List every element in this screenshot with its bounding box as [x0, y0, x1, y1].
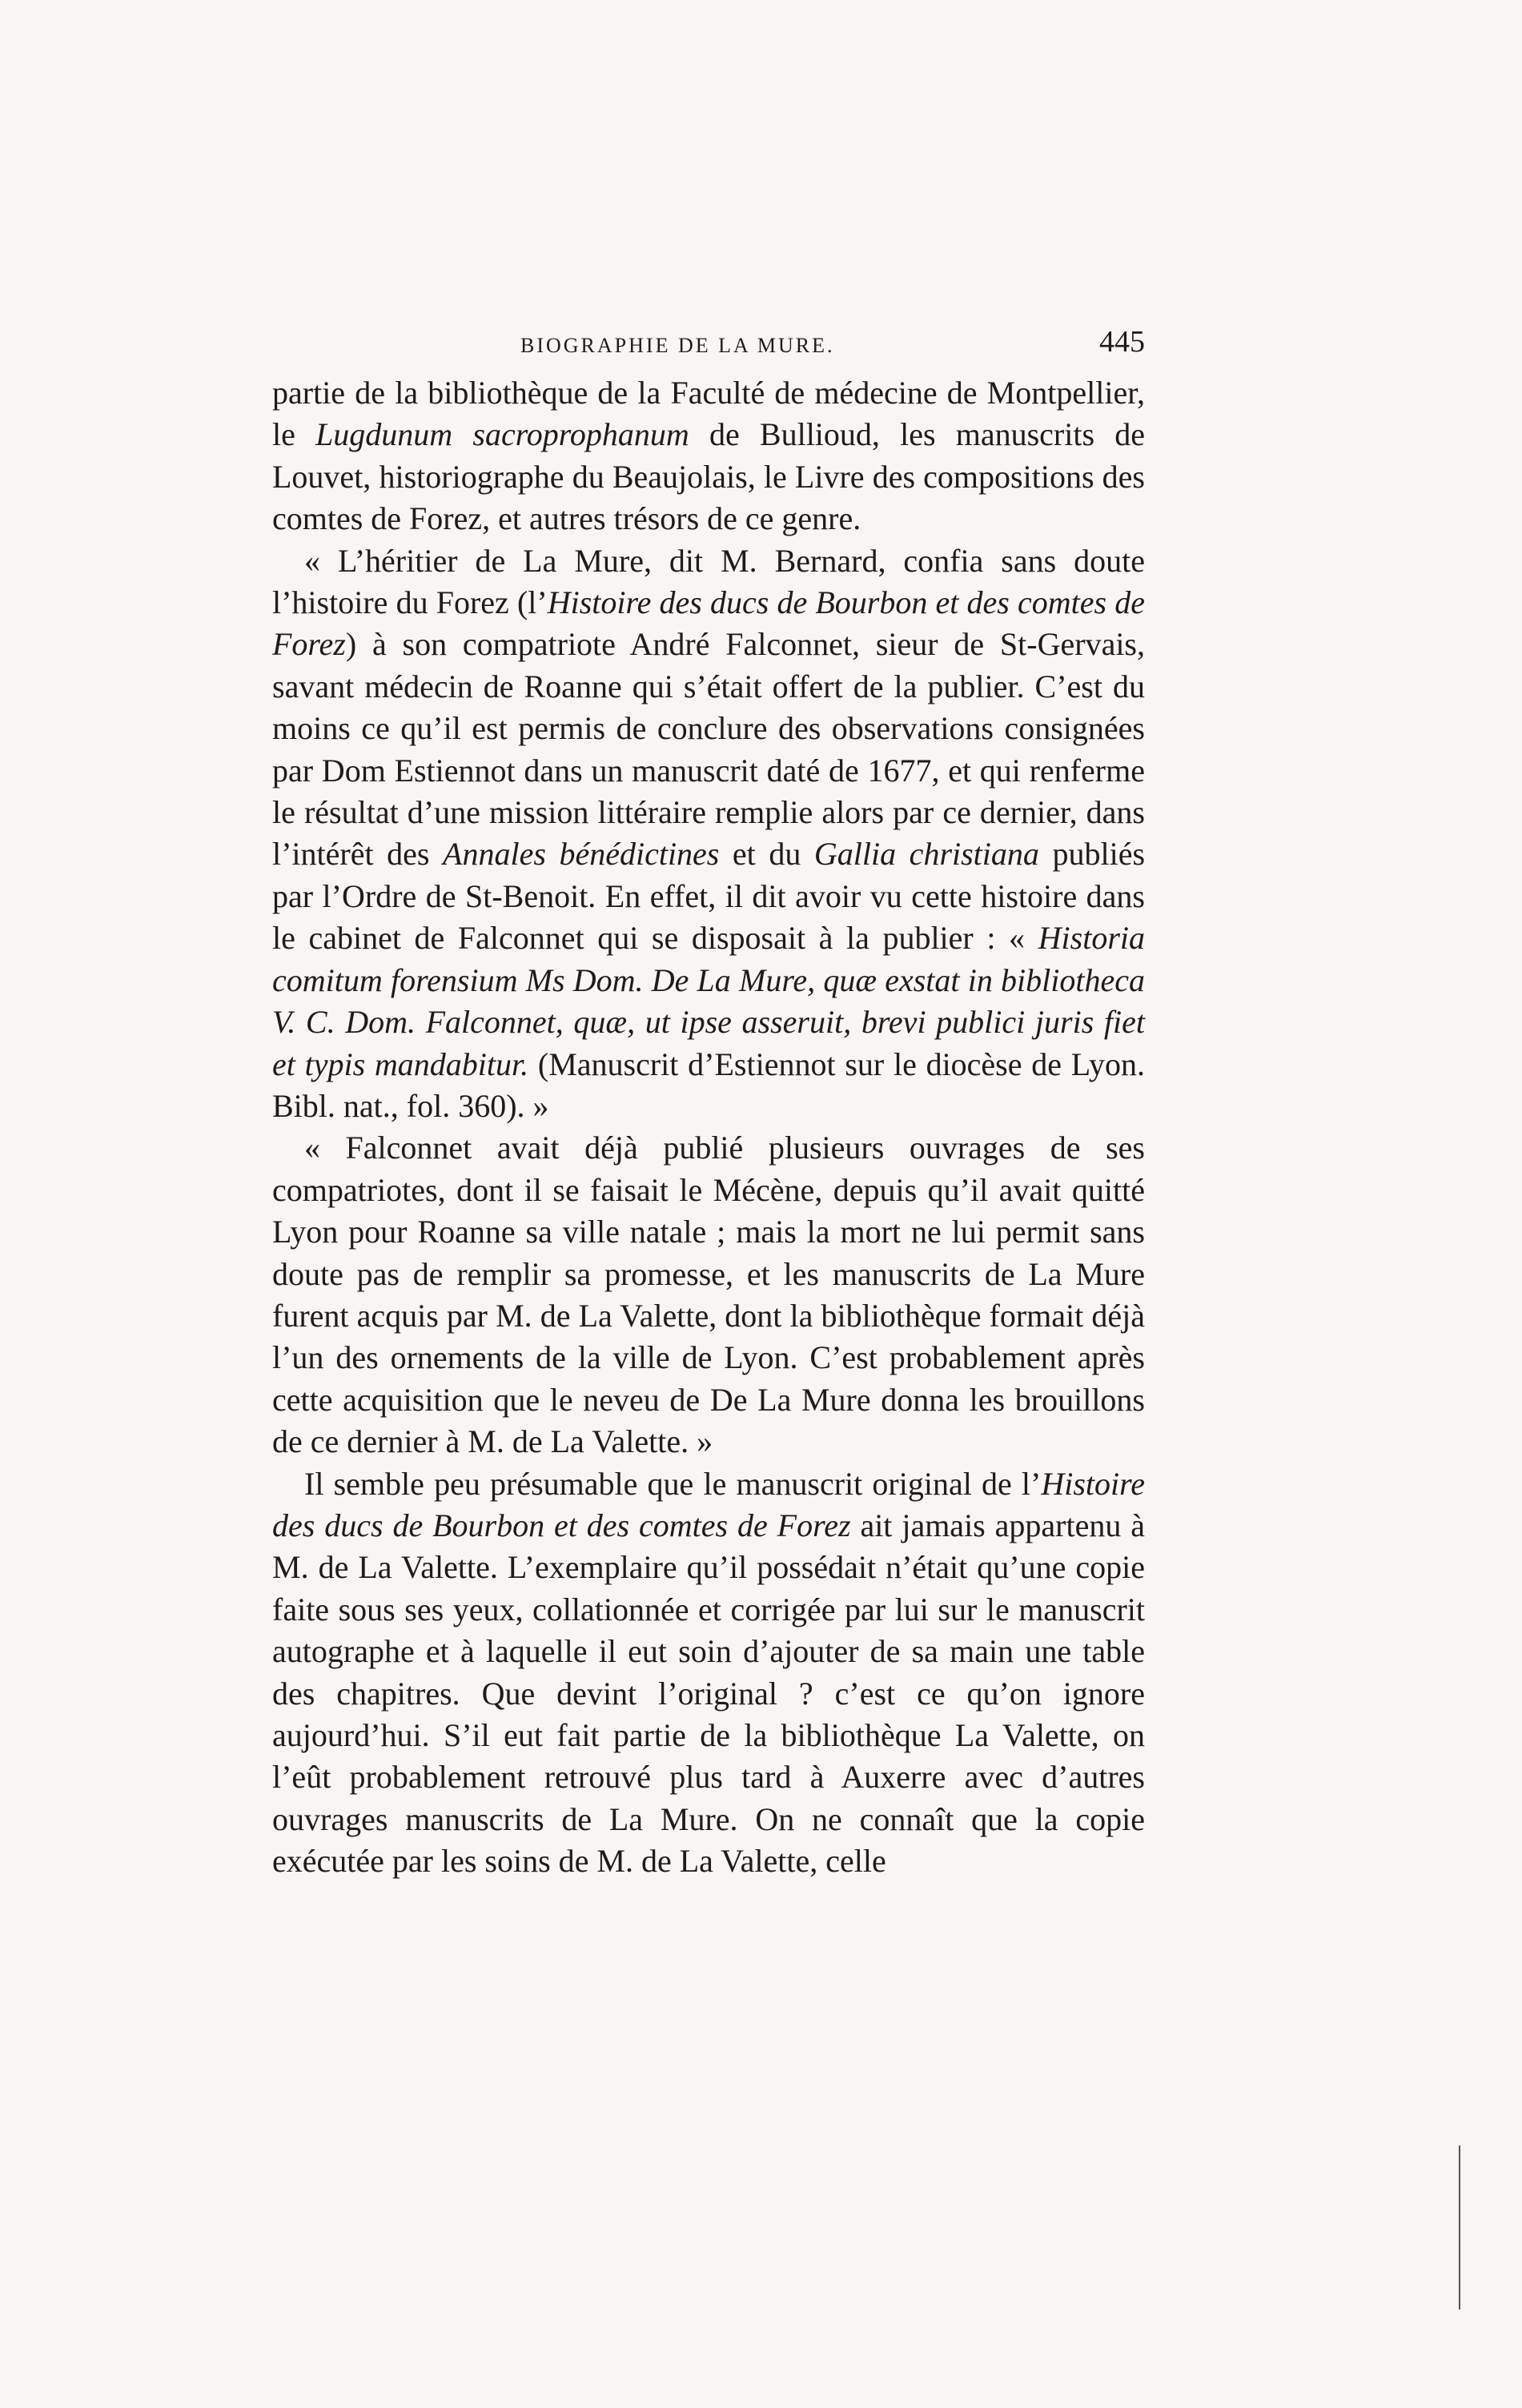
- italic-text: Historia comitum forensium Ms Dom. De La Mure, quæ exstat in bibliotheca V. C. Dom. Falconnet, quæ, ut ipse asseruit, brevi publici juris fiet et typis mandabitur.: [272, 920, 1145, 1082]
- italic-text: Gallia christiana: [813, 836, 1039, 873]
- text-run: « L’héritier de La Mure, dit M. Bernard, confia sans doute l’histoire du Forez (l’: [272, 542, 1145, 621]
- text-run: ) à son compatriote André Falconnet, sieur de St-Gervais, savant médecin de Roanne qui s’était offert de la publier. C’est du moins ce qu’il est permis de conclure des observations consignées par Dom Estiennot dans un manuscrit daté de 1677, et qui renferme le résultat d’une mission littéraire remplie alors par ce dernier, dans l’intérêt des: [272, 626, 1145, 873]
- text-run: ait jamais appartenu à M. de La Valette. L’exemplaire qu’il possédait n’était qu’une copie faite sous ses yeux, collationnée et corrigée par lui sur le manuscrit autographe et à laquelle il eut soin d’ajouter de sa main une table des chapitres. Que devint l’original ? c’est ce qu’on ignore aujourd’hui. S’il eut fait partie de la bibliothèque La Valette, on l’eût probablement retrouvé plus tard à Auxerre avec d’autres ouvrages manuscrits de La Mure. On ne connaît que la copie exécutée par les soins de M. de La Valette, celle: [272, 1507, 1146, 1880]
- italic-text: Annales bénédictines: [443, 836, 720, 873]
- text-run: publiés par l’Ordre de St-Benoit. En effet, il dit avoir vu cette histoire dans le cabinet de Falconnet qui se disposait à la publier : «: [272, 836, 1146, 957]
- italic-text: Lugdunum sacroprophanum: [315, 416, 689, 453]
- running-title: BIOGRAPHIE DE LA MURE.: [520, 334, 835, 357]
- text-run: Il semble peu présumable que le manuscrit original de l’: [304, 1465, 1042, 1502]
- book-page: [272, 324, 1145, 1883]
- page-number: 445: [1099, 325, 1145, 359]
- text-run: partie de la bibliothèque de la Faculté de médecine de Montpellier, le: [272, 375, 1145, 453]
- body-text: [272, 372, 1145, 1883]
- text-run: et du: [719, 836, 814, 873]
- paragraph: [272, 540, 1145, 1128]
- paragraph: [272, 1463, 1145, 1883]
- paragraph: [272, 1127, 1145, 1463]
- italic-text: Histoire des ducs de Bourbon et des comtes de Forez: [272, 1465, 1145, 1543]
- text-run: de Bullioud, les manuscrits de Louvet, historiographe du Beaujolais, le Livre des compositions des comtes de Forez, et autres trésors de ce genre.: [272, 416, 1145, 537]
- text-run: « Falconnet avait déjà publié plusieurs ouvrages de ses compatriotes, dont il se faisait le Mécène, depuis qu’il avait quitté Lyon pour Roanne sa ville natale ; mais la mort ne lui permit sans doute pas de remplir sa promesse, et les manuscrits de La Mure furent acquis par M. de La Valette, dont la bibliothèque formait déjà l’un des ornements de la ville de Lyon. C’est probablement après cette acquisition que le neveu de De La Mure donna les brouillons de ce dernier à M. de La Valette. »: [272, 1130, 1145, 1460]
- margin-line: [1459, 2145, 1460, 2310]
- paragraph: [272, 372, 1145, 540]
- italic-text: Histoire des ducs de Bourbon et des comtes de Forez: [272, 584, 1145, 663]
- running-head: [272, 324, 1145, 372]
- text-run: (Manuscrit d’Estiennot sur le diocèse de Lyon. Bibl. nat., fol. 360). »: [272, 1045, 1145, 1124]
